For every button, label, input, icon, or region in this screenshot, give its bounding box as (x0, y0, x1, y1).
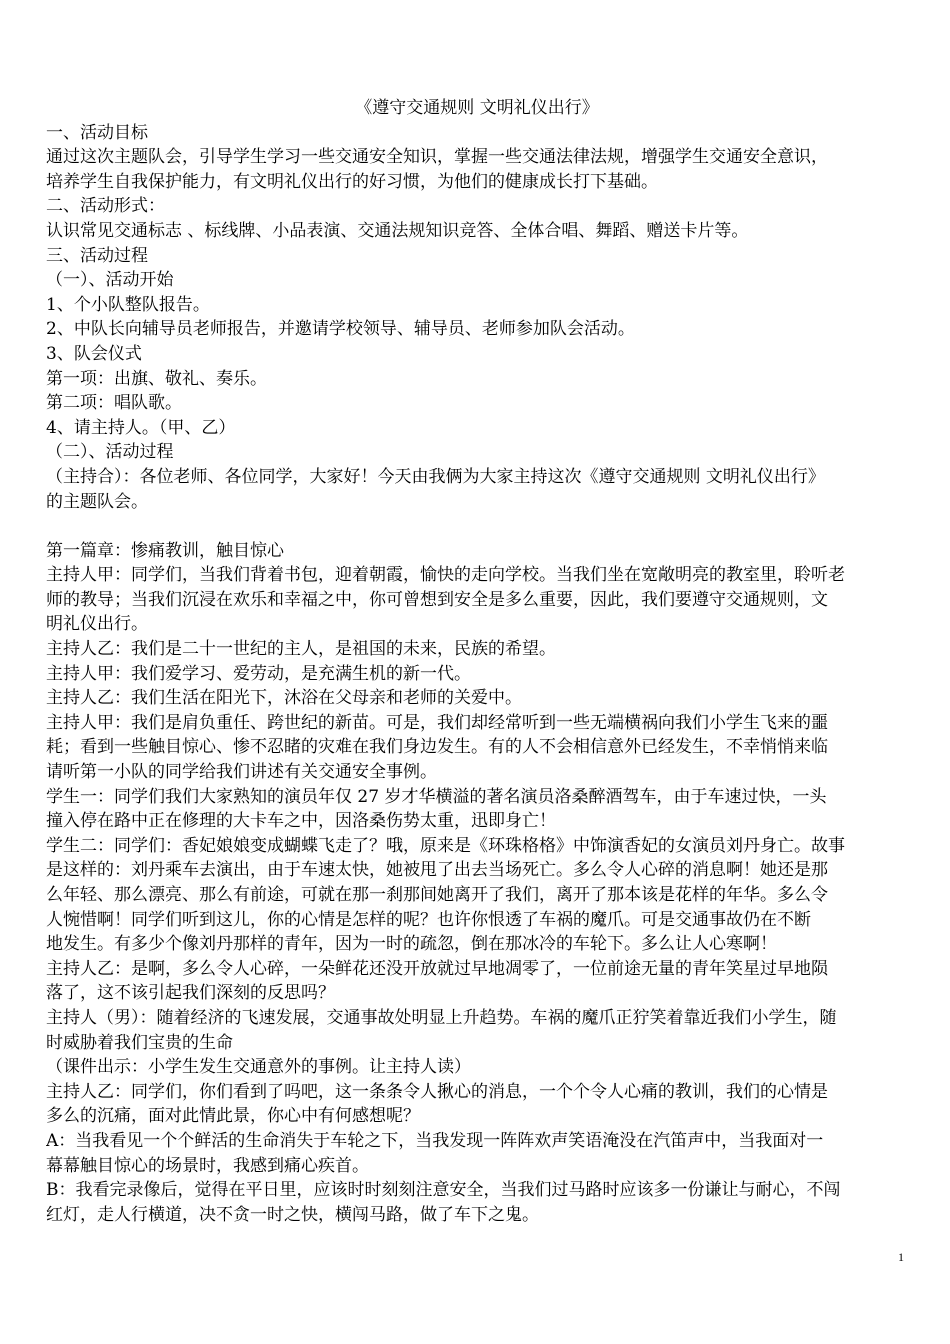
text-line: 师的教导；当我们沉浸在欢乐和幸福之中，你可曾想到安全是多么重要，因此，我们要遵守交通规则，文 (46, 589, 828, 610)
text-line: （课件出示：小学生发生交通意外的事例。让主持人读） (46, 1057, 471, 1078)
text-line: 人惋惜啊！同学们听到这儿，你的心情是怎样的呢？也许你恨透了车祸的魔爪。可是交通事故仍在不断 (46, 909, 811, 930)
text-line: 耗；看到一些触目惊心、惨不忍睹的灾难在我们身边发生。有的人不会相信意外已经发生，不幸悄悄来临 (46, 737, 828, 758)
text-line: A：当我看见一个个鲜活的生命消失于车轮之下，当我发现一阵阵欢声笑语淹没在汽笛声中，当我面对一 (46, 1130, 824, 1151)
text-line: B：我看完录像后，觉得在平日里，应该时时刻刻注意安全，当我们过马路时应该多一份谦让与耐心，不闯 (46, 1180, 841, 1201)
text-line: 主持人乙：同学们，你们看到了吗吧，这一条条令人揪心的消息，一个个令人心痛的教训，我们的心情是 (46, 1081, 828, 1102)
text-line: 培养学生自我保护能力，有文明礼仪出行的好习惯，为他们的健康成长打下基础。 (46, 171, 658, 192)
text-line: 第二项：唱队歌。 (46, 393, 182, 414)
text-line: 通过这次主题队会，引导学生学习一些交通安全知识，掌握一些交通法律法规，增强学生交通安全意识， (46, 147, 828, 168)
text-line: 多么的沉痛，面对此情此景，你心中有何感想呢？ (46, 1106, 420, 1127)
text-line: 学生二：同学们：香妃娘娘变成蝴蝶飞走了？哦，原来是《环珠格格》中饰演香妃的女演员刘丹身亡。故事 (46, 835, 845, 856)
text-line: 地发生。有多少个像刘丹那样的青年，因为一时的疏忽，倒在那冰冷的车轮下。多么让人心寒啊！ (46, 934, 777, 955)
text-line: 主持人甲：同学们，当我们背着书包，迎着朝霞，愉快的走向学校。当我们坐在宽敞明亮的教室里，聆听老 (46, 565, 845, 586)
text-line: 第一项：出旗、敬礼、奏乐。 (46, 368, 267, 389)
text-line: 3、队会仪式 (46, 343, 142, 364)
text-line: 幕幕触目惊心的场景时，我感到痛心疾首。 (46, 1155, 369, 1176)
text-line: 主持人乙：我们是二十一世纪的主人，是祖国的未来，民族的希望。 (46, 639, 556, 660)
text-line: 是这样的：刘丹乘车去演出，由于车速太快，她被甩了出去当场死亡。多么令人心碎的消息啊！她还是那 (46, 860, 828, 881)
text-line: 2、中队长向辅导员老师报告，并邀请学校领导、辅导员、老师参加队会活动。 (46, 319, 635, 340)
text-line: 三、活动过程 (46, 245, 148, 266)
text-line: 4、请主持人。（甲、乙） (46, 417, 236, 438)
document-title: 《遵守交通规则 文明礼仪出行》 (355, 98, 599, 118)
text-line: 明礼仪出行。 (46, 614, 148, 635)
text-line: 主持人甲：我们是肩负重任、跨世纪的新苗。可是，我们却经常听到一些无端横祸向我们小学生飞来的噩 (46, 712, 828, 733)
text-line: 么年轻、那么漂亮、那么有前途，可就在那一刹那间她离开了我们，离开了那本该是花样的年华。多么令 (46, 885, 828, 905)
text-line: （主持合）：各位老师、各位同学，大家好！今天由我俩为大家主持这次《遵守交通规则 文明礼仪出行》 (46, 466, 825, 487)
blank-line (46, 514, 908, 539)
text-line: （二）、活动过程 (46, 442, 174, 463)
chapter-heading: 第一篇章：惨痛教训，触目惊心 (46, 540, 284, 561)
text-line: 的主题队会。 (46, 491, 148, 512)
text-line: 一、活动目标 (46, 122, 148, 143)
text-line: 撞入停在路中正在修理的大卡车之中，因洛桑伤势太重，迅即身亡！ (46, 811, 556, 832)
text-line: 红灯，走人行横道，决不贪一时之快，横闯马路，做了车下之鬼。 (46, 1204, 539, 1225)
text-line: 时威胁着我们宝贵的生命 (46, 1032, 233, 1053)
text-line: 二、活动形式： (46, 196, 165, 217)
document-body (46, 96, 908, 1227)
text-line: 认识常见交通标志 、标线牌、小品表演、交通法规知识竞答、全体合唱、舞蹈、赠送卡片等。 (46, 220, 749, 241)
text-line: 主持人乙：是啊，多么令人心碎，一朵鲜花还没开放就过早地凋零了，一位前途无量的青年笑星过早地陨 (46, 958, 828, 979)
page-number: 1 (898, 1250, 904, 1264)
text-line: 主持人（男）：随着经济的飞速发展，交通事故处明显上升趋势。车祸的魔爪正狞笑着靠近我们小学生，随 (46, 1007, 837, 1028)
text-line: 主持人甲：我们爱学习、爱劳动，是充满生机的新一代。 (46, 663, 471, 684)
text-line: 1、个小队整队报告。 (46, 294, 210, 315)
text-line: 学生一：同学们我们大家熟知的演员年仅 27 岁才华横溢的著名演员洛桑醉酒驾车，由于车速过快，一头 (46, 786, 827, 807)
text-line: 主持人乙：我们生活在阳光下，沐浴在父母亲和老师的关爱中。 (46, 688, 522, 709)
text-line: （一）、活动开始 (46, 270, 174, 291)
text-line: 落了，这不该引起我们深刻的反思吗？ (46, 983, 335, 1004)
text-line: 请听第一小队的同学给我们讲述有关交通安全事例。 (46, 762, 437, 783)
